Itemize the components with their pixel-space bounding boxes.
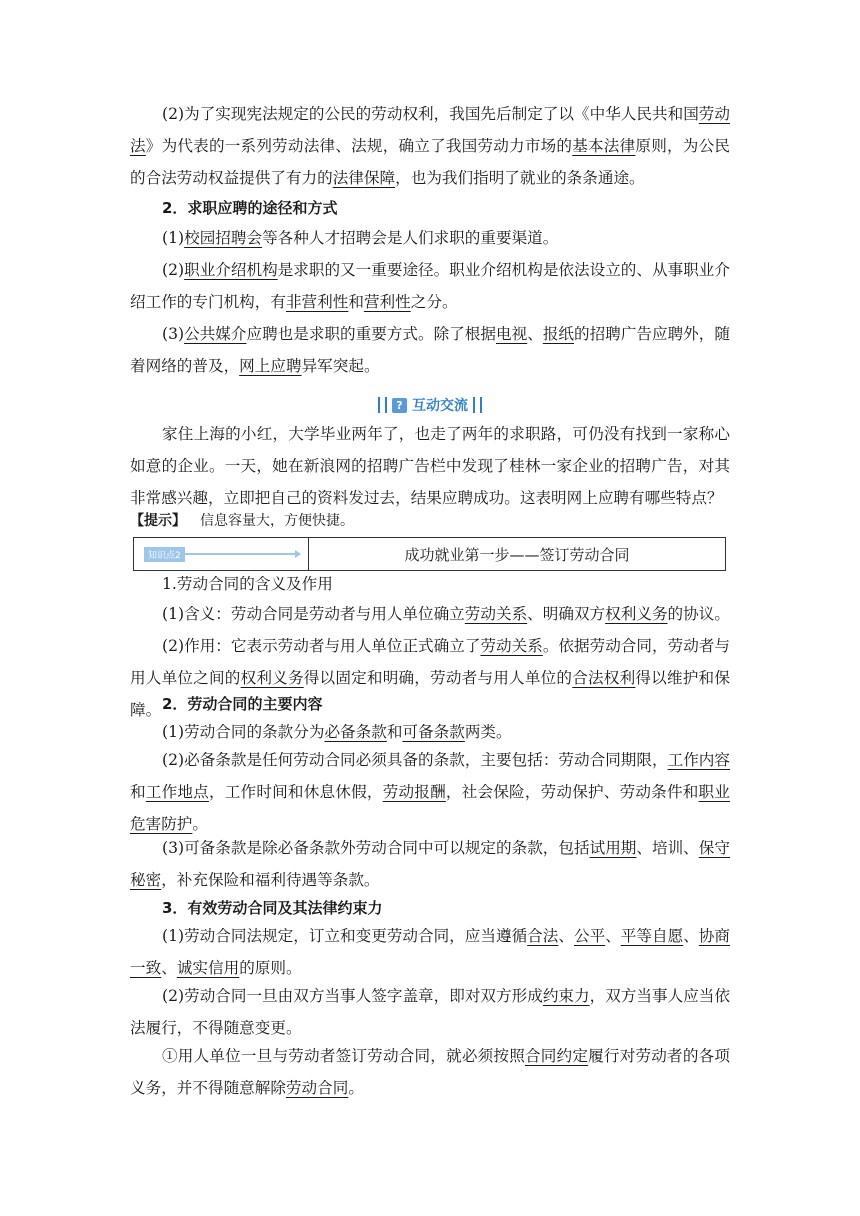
paragraph-employer-obligation: ①用人单位一旦与劳动者签订劳动合同，就必须按照合同约定履行对劳动者的各项义务，并不得随意解除劳动合同。 — [130, 1047, 730, 1097]
underlined-term: 报纸 — [542, 325, 575, 343]
underlined-term: 可备条款 — [402, 723, 465, 741]
underlined-term: 协商一致 — [130, 927, 730, 977]
underlined-term: 试用期 — [589, 839, 637, 857]
paragraph-clause-types: (1)劳动合同的条款分为必备条款和可备条款两类。 — [162, 723, 512, 741]
underlined-term: 合法权利 — [572, 669, 636, 687]
knowledge-point-title: 成功就业第一步——签订劳动合同 — [404, 545, 630, 564]
underlined-term: 必备条款 — [324, 723, 387, 741]
paragraph-labor-law: (2)为了实现宪法规定的公民的劳动权利，我国先后制定了以《中华人民共和国劳动法》为代表的一系列劳动法律、法规，确立了我国劳动力市场的基本法律原则，为公民的合法劳动权益提供了有力的法律保障，也为我们指明了就业的条条通途。 — [130, 105, 730, 187]
underlined-term: 劳动关系 — [464, 605, 528, 623]
underlined-term: 劳动合同 — [285, 1079, 349, 1097]
underlined-term: 法律保障 — [332, 169, 396, 187]
underlined-term: 保守秘密 — [130, 839, 730, 889]
paragraph-required-clauses: (2)必备条款是任何劳动合同必须具备的条款，主要包括：劳动合同期限，工作内容和工作地点，工作时间和休息休假，劳动报酬，社会保险，劳动保护、劳动条件和职业危害防护。 — [130, 751, 730, 833]
divider-bar — [378, 397, 380, 413]
divider-bar — [473, 397, 475, 413]
paragraph-binding-force: (2)劳动合同一旦由双方当事人签字盖章，即对双方形成约束力，双方当事人应当依法履行，不得随意变更。 — [130, 987, 730, 1037]
paragraph-agency: (2)职业介绍机构是求职的又一重要途径。职业介绍机构是依法设立的、从事职业介绍工作的专门机构，有非营利性和营利性之分。 — [130, 261, 730, 311]
underlined-term: 合法 — [527, 927, 559, 945]
underlined-term: 公共媒介 — [184, 325, 247, 343]
underlined-term: 平等自愿 — [620, 927, 684, 945]
arrow-icon — [185, 553, 297, 555]
underlined-term: 工作内容 — [667, 751, 730, 769]
underlined-term: 校园招聘会 — [184, 229, 263, 247]
underlined-term: 职业危害防护 — [130, 783, 730, 833]
interactive-exchange-header — [0, 395, 860, 417]
underlined-term: 约束力 — [542, 987, 590, 1005]
paragraph-optional-clauses: (3)可备条款是除必备条款外劳动合同中可以规定的条款，包括试用期、培训、保守秘密，补充保险和福利待遇等条款。 — [130, 839, 730, 889]
knowledge-point-tag-cell — [134, 538, 309, 570]
underlined-term: 非营利性 — [285, 293, 349, 311]
underlined-term: 合同约定 — [524, 1047, 589, 1065]
underlined-term: 劳动报酬 — [382, 783, 446, 801]
underlined-term: 电视 — [496, 325, 528, 343]
paragraph-case-study: 家住上海的小红，大学毕业两年了，也走了两年的求职路，可仍没有找到一家称心如意的企业。一天，她在新浪网的招聘广告栏中发现了桂林一家企业的招聘广告，对其非常感兴趣，立即把自己的资料发过去，结果应聘成功。这表明网上应聘有哪些特点？ — [130, 425, 730, 507]
subsection-title-meaning: 1.劳动合同的含义及作用 — [162, 575, 333, 593]
underlined-term: 营利性 — [363, 293, 411, 311]
knowledge-point-banner — [133, 537, 726, 571]
hint-line — [130, 510, 354, 530]
hint-text: 信息容量大，方便快捷。 — [200, 513, 354, 529]
divider-bar — [480, 397, 482, 413]
underlined-term: 诚实信用 — [176, 959, 240, 977]
question-icon: ? — [392, 398, 407, 413]
paragraph-campus-fair: (1)校园招聘会等各种人才招聘会是人们求职的重要渠道。 — [162, 229, 559, 247]
underlined-term: 劳动法 — [130, 105, 730, 155]
hint-label: 【提示】 — [130, 513, 186, 529]
section-title: 互动交流 — [412, 398, 468, 414]
underlined-term: 权利义务 — [240, 669, 304, 687]
underlined-term: 网上应聘 — [239, 357, 302, 375]
section-heading-job-seeking: 2．求职应聘的途径和方式 — [162, 199, 338, 217]
divider-bar — [385, 397, 387, 413]
paragraph-function: (2)作用：它表示劳动者与用人单位正式确立了劳动关系。依据劳动合同，劳动者与用人单位之间的权利义务得以固定和明确，劳动者与用人单位的合法权利得以维护和保障。 — [130, 637, 730, 719]
underlined-term: 公平 — [573, 927, 606, 945]
underlined-term: 劳动关系 — [480, 637, 543, 655]
section-heading-contents: 2．劳动合同的主要内容 — [162, 695, 323, 713]
underlined-term: 权利义务 — [605, 605, 668, 623]
knowledge-point-tag: 知识点2 — [144, 547, 185, 562]
paragraph-meaning: (1)含义：劳动合同是劳动者与用人单位确立劳动关系、明确双方权利义务的协议。 — [162, 605, 730, 623]
underlined-term: 职业介绍机构 — [184, 261, 278, 279]
paragraph-media: (3)公共媒介应聘也是求职的重要方式。除了根据电视、报纸的招聘广告应聘外，随着网络的普及，网上应聘异军突起。 — [130, 325, 730, 375]
underlined-term: 基本法律 — [572, 137, 636, 155]
section-heading-validity: 3．有效劳动合同及其法律约束力 — [162, 899, 383, 917]
underlined-term: 工作地点 — [145, 783, 209, 801]
paragraph-principles: (1)劳动合同法规定，订立和变更劳动合同，应当遵循合法、公平、平等自愿、协商一致、诚实信用的原则。 — [130, 927, 730, 977]
